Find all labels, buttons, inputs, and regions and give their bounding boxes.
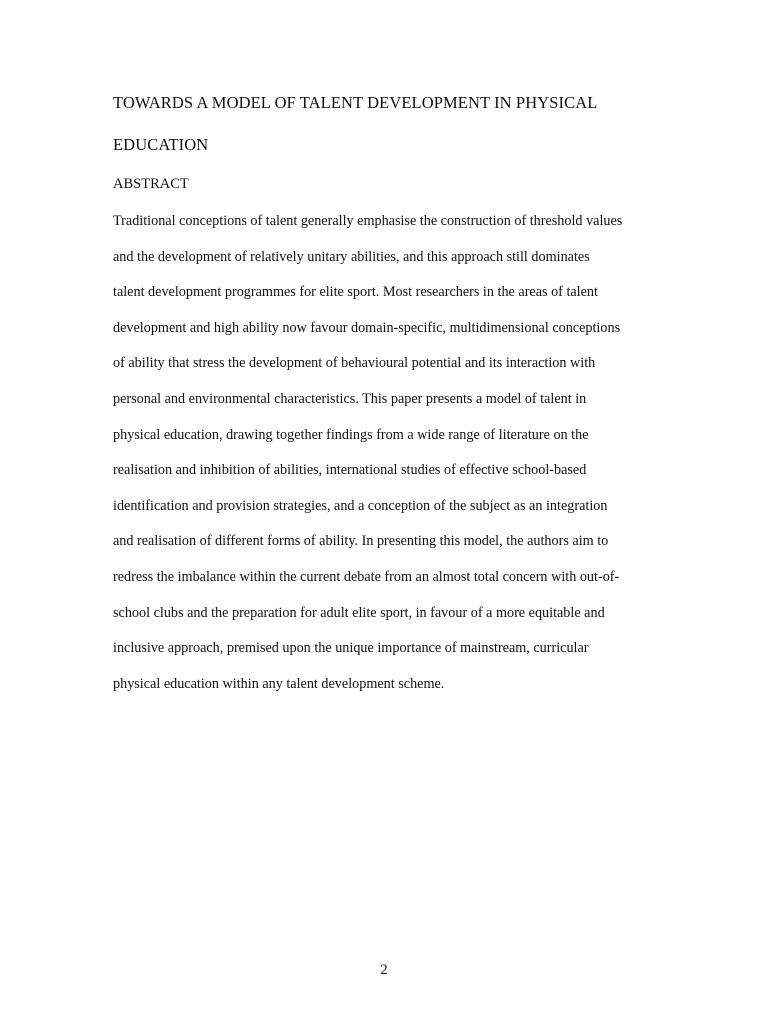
paper-title-line-1: TOWARDS A MODEL OF TALENT DEVELOPMENT IN PHYSICAL: [113, 93, 598, 112]
abstract-line: identification and provision strategies, and a conception of the subject as an integration: [113, 497, 608, 514]
page-number: 2: [380, 962, 388, 978]
abstract-line: physical education, drawing together findings from a wide range of literature on the: [113, 426, 589, 443]
abstract-line: redress the imbalance within the current debate from an almost total concern with out-of-: [113, 568, 620, 585]
abstract-line: physical education within any talent development scheme.: [113, 675, 445, 692]
abstract-line: inclusive approach, premised upon the unique importance of mainstream, curricular: [113, 640, 589, 657]
abstract-heading: ABSTRACT: [113, 176, 189, 192]
abstract-line: and the development of relatively unitary abilities, and this approach still dominates: [113, 248, 590, 265]
abstract-line: realisation and inhibition of abilities, international studies of effective school-based: [113, 462, 587, 479]
paper-title-line-2: EDUCATION: [113, 135, 209, 154]
abstract-line: personal and environmental characteristics. This paper presents a model of talent in: [113, 390, 587, 407]
abstract-line: school clubs and the preparation for adult elite sport, in favour of a more equitable and: [113, 604, 605, 621]
abstract-line: Traditional conceptions of talent generally emphasise the construction of threshold values: [113, 213, 623, 229]
abstract-body: [113, 211, 673, 709]
abstract-line: development and high ability now favour domain-specific, multidimensional conceptions: [113, 319, 621, 336]
abstract-line: and realisation of different forms of ability. In presenting this model, the authors aim to: [113, 533, 609, 550]
abstract-line: of ability that stress the development of behavioural potential and its interaction with: [113, 355, 596, 372]
abstract-line: talent development programmes for elite sport. Most researchers in the areas of talent: [113, 284, 598, 301]
